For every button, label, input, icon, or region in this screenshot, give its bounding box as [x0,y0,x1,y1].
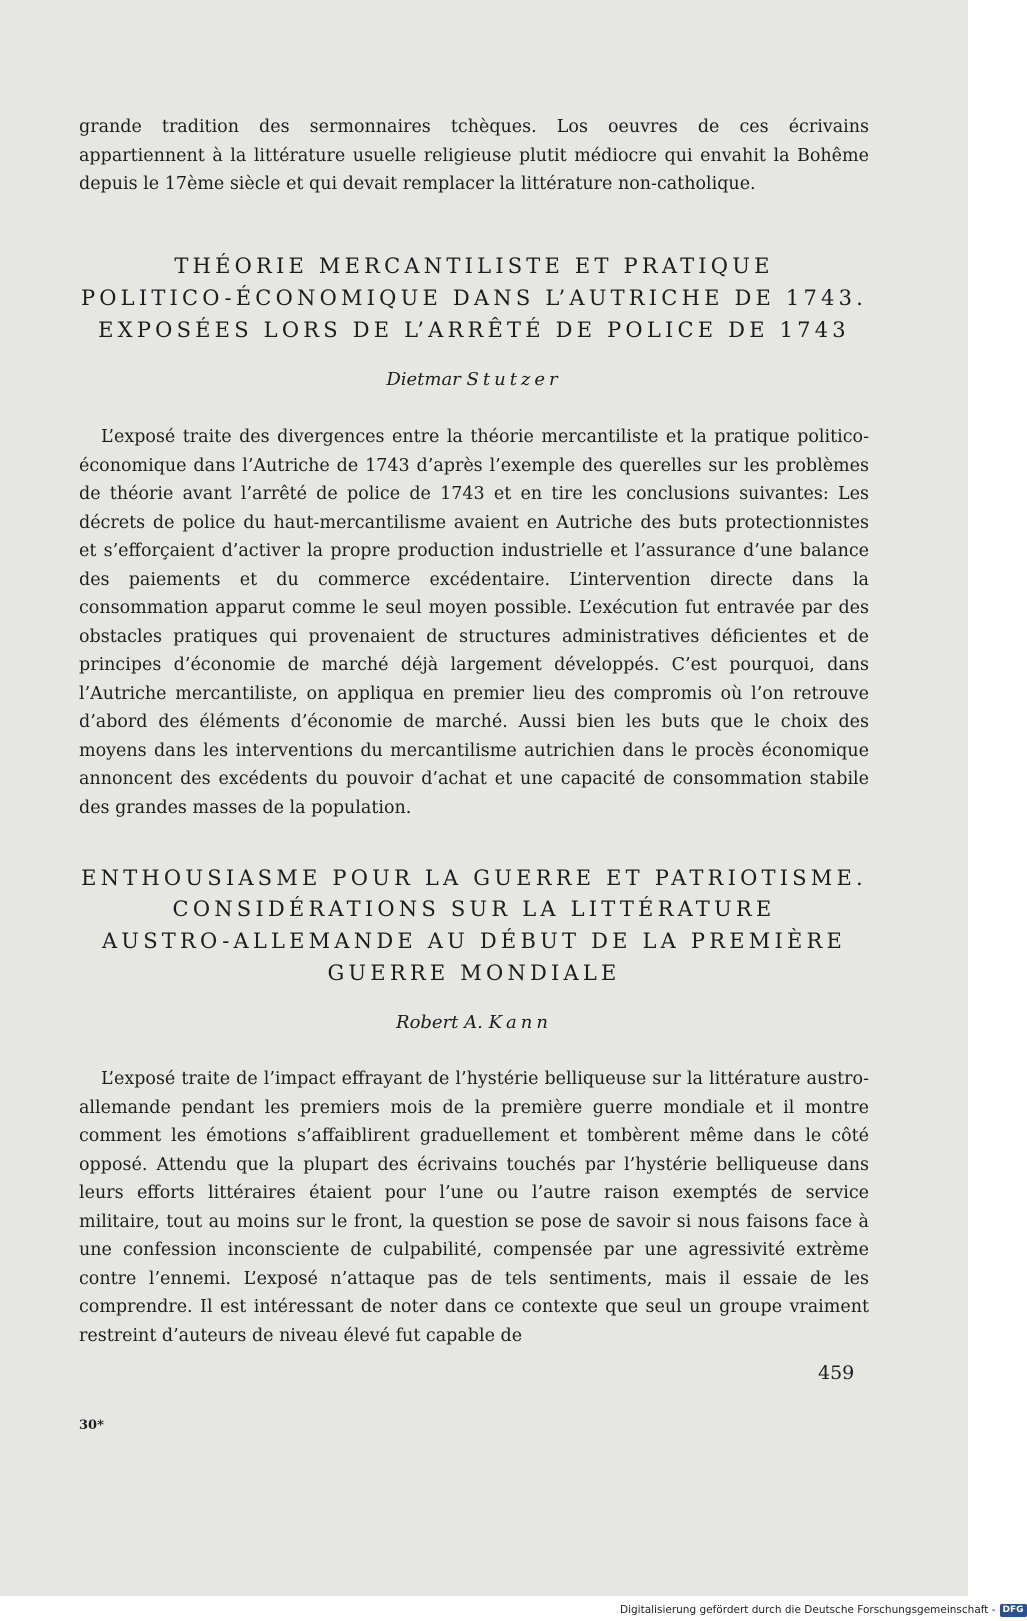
article-2-author-surname: Kann [488,1012,552,1033]
intro-paragraph: grande tradition des sermonnaires tchèques. Los oeuvres de ces écrivains appartiennent à la littérature usuelle religieuse plutit médiocre qui envahit la Bohême depuis le 17ème siècle et qui devait remplacer la littérature non-catholique. [79,117,869,194]
article-1-title-line-3: EXPOSÉES LORS DE L’ARRÊTÉ DE POLICE DE 1743 [98,318,850,342]
article-2-title-line-4: GUERRE MONDIALE [327,961,621,985]
article-2-title-line-3: AUSTRO-ALLEMANDE AU DÉBUT DE LA PREMIÈRE [101,929,847,953]
article-1-title-line-2: POLITICO-ÉCONOMIQUE DANS L’AUTRICHE DE 1743. [80,286,868,310]
article-1-abstract: L’exposé traite des divergences entre la théorie mercantiliste et la pratique politico-économique dans l’Autriche de 1743 d’après l’exemple des querelles sur les problèmes de théorie avant l’arrêté de police de 1743 et en tire les conclusions suivantes: Les décrets de police du haut-mercantilisme avaient en Autriche des buts protectionnistes et s’efforçaient d’activer la propre production industrielle et l’assurance d’une balance des paiements et du commerce excédentaire. L’intervention directe dans la consommation apparut comme le seul moyen possible. L’exécution fut entravée par des obstacles pratiques qui provenaient de structures administratives déficientes et de principes d’économie de marché déjà largement développés. C’est pourquoi, dans l’Autriche mercantiliste, on appliqua en premier lieu des compromis où l’on retrouve d’abord des éléments d’économie de marché. Aussi bien les buts que le choix des moyens dans les interventions du mercantilisme autrichien dans le procès économique annoncent des excédents du pouvoir d’achat et une capacité de consommation stabile des grandes masses de la population. [79,427,869,818]
digitization-footer [620,1602,1027,1618]
dfg-logo-icon: DFG [1000,1604,1027,1617]
article-1-title-line-1: THÉORIE MERCANTILISTE ET PRATIQUE [174,254,774,278]
article-1-author [70,368,878,392]
article-1-author-given: Dietmar [386,369,461,390]
footer-text: Digitalisierung gefördert durch die Deutsche Forschungsgemeinschaft - [620,1604,996,1616]
page-number: 459 [818,1362,855,1384]
article-1-author-surname: Stutzer [466,369,562,390]
article-2-title-line-1: ENTHOUSIASME POUR LA GUERRE ET PATRIOTISME. [81,866,867,890]
article-2-author-given: Robert A. [396,1012,483,1033]
article-2-abstract: L’exposé traite de l’impact effrayant de l’hystérie belliqueuse sur la littérature austro-allemande pendant les premiers mois de la première guerre mondiale et il montre comment les émotions s’affaiblirent graduellement et tombèrent même dans le côté opposé. Attendu que la plupart des écrivains touchés par l’hystérie belliqueuse dans leurs efforts littéraires étaient pour l’une ou l’autre raison exemptés de service militaire, tout au moins sur le front, la question se pose de savoir si nous faisons face à une confession inconsciente de culpabilité, compensée par une agressivité extrème contre l’ennemi. L’exposé n’attaque pas de tels sentiments, mais il essaie de les comprendre. Il est intéressant de noter dans ce contexte que seul un groupe vraiment restreint d’auteurs de niveau élevé fut capable de [79,1069,869,1346]
article-2-author [70,1011,878,1035]
signature-mark: 30* [79,1418,104,1433]
article-2-title-line-2: CONSIDÉRATIONS SUR LA LITTÉRATURE [172,897,776,921]
